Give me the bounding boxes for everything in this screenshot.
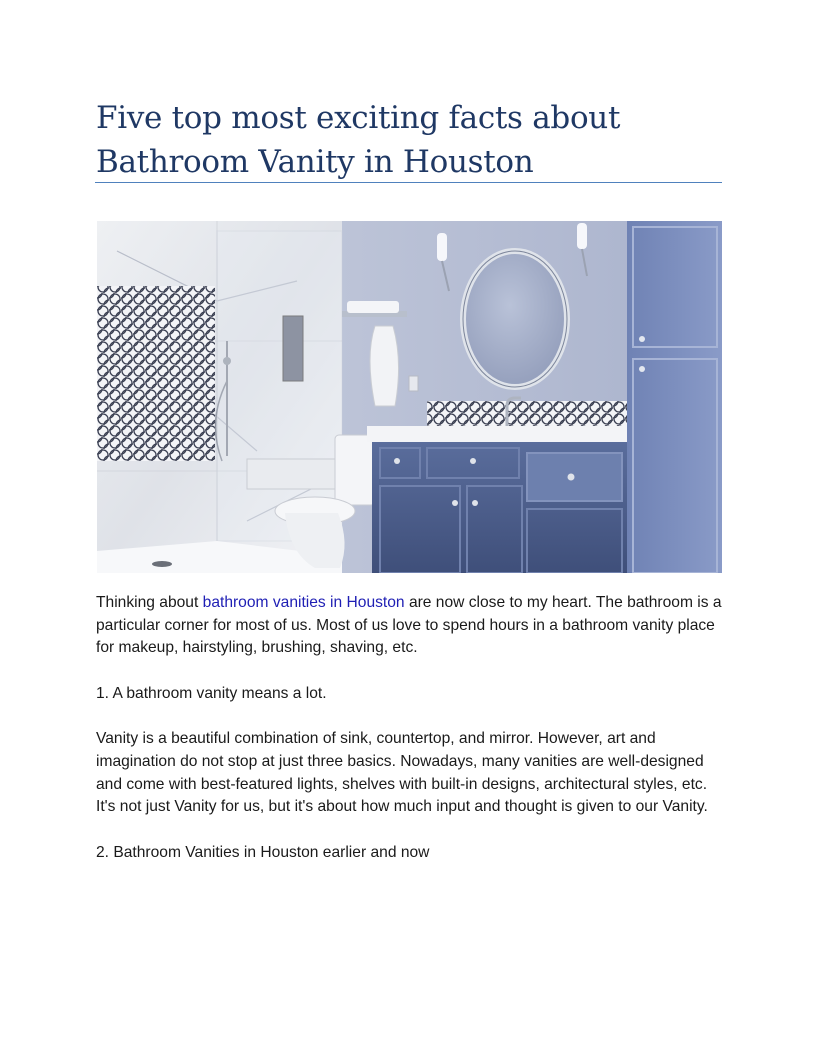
title-line-2: Bathroom Vanity in Houston bbox=[96, 144, 534, 180]
section-1-paragraph-2: It's not just Vanity for us, but it's about how much input and thought is given to our Vanity. bbox=[96, 798, 708, 816]
intro-text-start: Thinking about bbox=[96, 594, 203, 611]
section-1-paragraph: Vanity is a beautiful combination of sink, countertop, and mirror. However, art and imagination do not stop at just three basics. Nowadays, many vanities are well-designed and come with best-featured lights, shelves with built-in designs, architectural styles, etc. bbox=[96, 730, 708, 793]
spacer bbox=[96, 706, 726, 729]
title-underline bbox=[95, 182, 722, 183]
page-title bbox=[96, 96, 722, 184]
section-heading-1: 1. A bathroom vanity means a lot. bbox=[96, 684, 327, 702]
title-line-1: Five top most exciting facts about bbox=[96, 100, 621, 136]
spacer bbox=[96, 819, 726, 842]
intro-paragraph bbox=[96, 592, 726, 660]
bathroom-vanities-link[interactable]: bathroom vanities in Houston bbox=[202, 594, 405, 611]
bathroom-photo bbox=[97, 221, 722, 573]
section-heading-2: 2. Bathroom Vanities in Houston earlier and now bbox=[96, 843, 430, 861]
spacer bbox=[96, 660, 726, 683]
article-body bbox=[96, 592, 726, 864]
intro-text-end: are now close to my heart. The bathroom is a particular corner for most of us. Most of us love to spend hours in a bathroom vanity place for makeup, hairstyling, brushing, shaving, etc. bbox=[96, 594, 722, 657]
